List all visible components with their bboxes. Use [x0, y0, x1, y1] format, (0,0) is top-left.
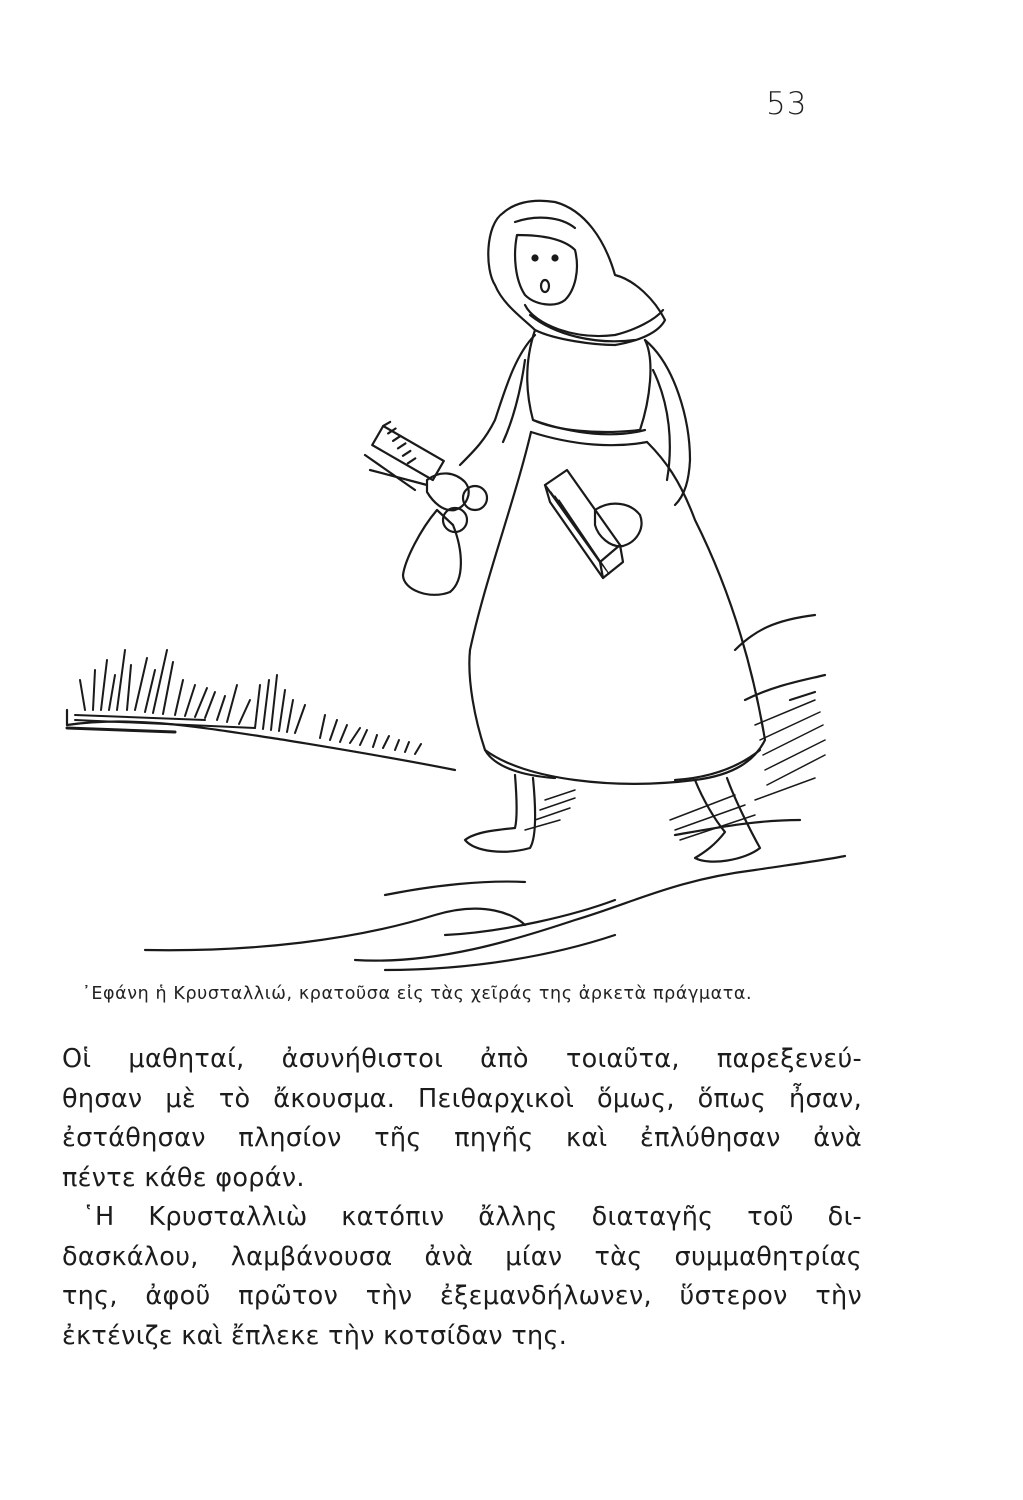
- text-line: θησαν μὲ τὸ ἄκουσμα. Πειθαρχικοὶ ὅμως, ὅπως ἦσαν,: [62, 1083, 862, 1114]
- text-line: δασκάλου, λαμβάνουσα ἀνὰ μίαν τὰς συμμαθητρίας: [62, 1241, 862, 1272]
- text-line: ἐκτένιζε καὶ ἔπλεκε τὴν κοτσίδαν της.: [62, 1320, 568, 1351]
- text-line: Οἱ μαθηταί, ἀσυνήθιστοι ἀπὸ τοιαῦτα, παρεξενεύ-: [62, 1044, 862, 1074]
- text-line: της, ἀφοῦ πρῶτον τὴν ἐξεμανδήλωνεν, ὕστερον τὴν: [62, 1281, 862, 1311]
- paragraph: [62, 1040, 862, 1198]
- body-text: [62, 1040, 862, 1356]
- girl-walking-illustration: [55, 180, 855, 980]
- text-line: ἐστάθησαν πλησίον τῆς πηγῆς καὶ ἐπλύθησαν ἀνὰ: [62, 1123, 862, 1153]
- text-line: πέντε κάθε φοράν.: [62, 1162, 305, 1193]
- paragraph: [62, 1198, 862, 1356]
- page-number: 53: [766, 86, 808, 122]
- text-line: ῾Η Κρυσταλλιὼ κατόπιν ἄλλης διαταγῆς τοῦ δι-: [82, 1202, 862, 1232]
- illustration-caption: ᾿Εφάνη ἡ Κρυσταλλιώ, κρατοῦσα εἰς τὰς χεῖράς της ἀρκετὰ πράγματα.: [82, 984, 753, 1004]
